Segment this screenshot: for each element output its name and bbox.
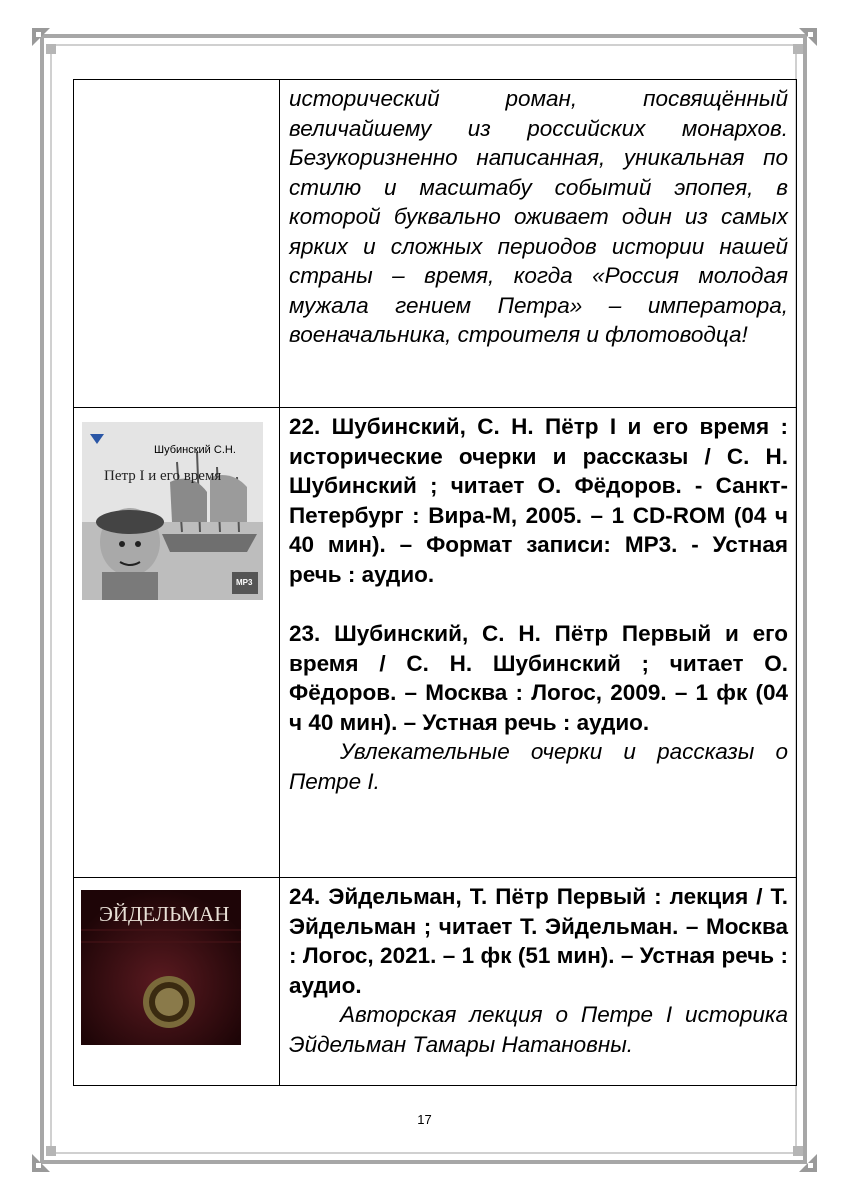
- cover-mp3-badge: MP3: [236, 578, 253, 587]
- text-cell: [280, 878, 797, 1086]
- table-row: [74, 80, 797, 408]
- bib-entry-23: 23. Шубинский, С. Н. Пётр Первый и его время / С. Н. Шубинский ; читает О. Фёдоров. – Москва : Логос, 2009. – 1 фк (04 ч 40 мин). – Устная речь : аудио.: [289, 621, 788, 735]
- border-tab: [793, 1146, 803, 1156]
- text-cell: [280, 80, 797, 408]
- table-row: [74, 408, 797, 878]
- border-tab: [46, 44, 56, 54]
- annotation-continuation: исторический роман, посвящённый величайшему из российских монархов. Безукоризненно написанная, уникальная по стилю и масштабу событий эпопея, в которой буквально оживает один из самых ярких и сложных периодов истории нашей страны – время, когда «Россия молодая мужала гением Петра» – императора, военачальника, строителя и флотоводца!: [289, 86, 788, 347]
- annotation-23: Увлекательные очерки и рассказы о Петре I.: [289, 739, 788, 794]
- bib-entry-24: 24. Эйдельман, Т. Пётр Первый : лекция / Т. Эйдельман ; читает Т. Эйдельман. – Москва : Логос, 2021. – 1 фк (51 мин). – Устная речь : аудио.: [289, 884, 788, 998]
- bibliography-table: [73, 79, 797, 1086]
- book-cover-shubinsky: [82, 422, 263, 600]
- table-row: [74, 878, 797, 1086]
- bib-entry-22: 22. Шубинский, С. Н. Пётр I и его время : исторические очерки и рассказы / С. Н. Шубинский ; читает О. Фёдоров. - Санкт-Петербург : Вира-М, 2005. – 1 CD-ROM (04 ч 40 мин). – Формат записи: MP3. - Устная речь : аудио.: [289, 414, 788, 587]
- cover-cell: [74, 80, 280, 408]
- cover-title: Петр I и его время: [104, 468, 222, 484]
- annotation-24: Авторская лекция о Петре I историка Эйдельман Тамары Натановны.: [289, 1002, 788, 1057]
- border-tab: [46, 1146, 56, 1156]
- cover-cell: [74, 878, 280, 1086]
- book-cover-eidelman: [81, 890, 241, 1045]
- page-number: 17: [417, 1112, 432, 1127]
- border-tab: [793, 44, 803, 54]
- text-cell: [280, 408, 797, 878]
- cover-author: ЭЙДЕЛЬМАН: [99, 902, 230, 926]
- cover-author: Шубинский С.Н.: [154, 444, 236, 456]
- cover-cell: [74, 408, 280, 878]
